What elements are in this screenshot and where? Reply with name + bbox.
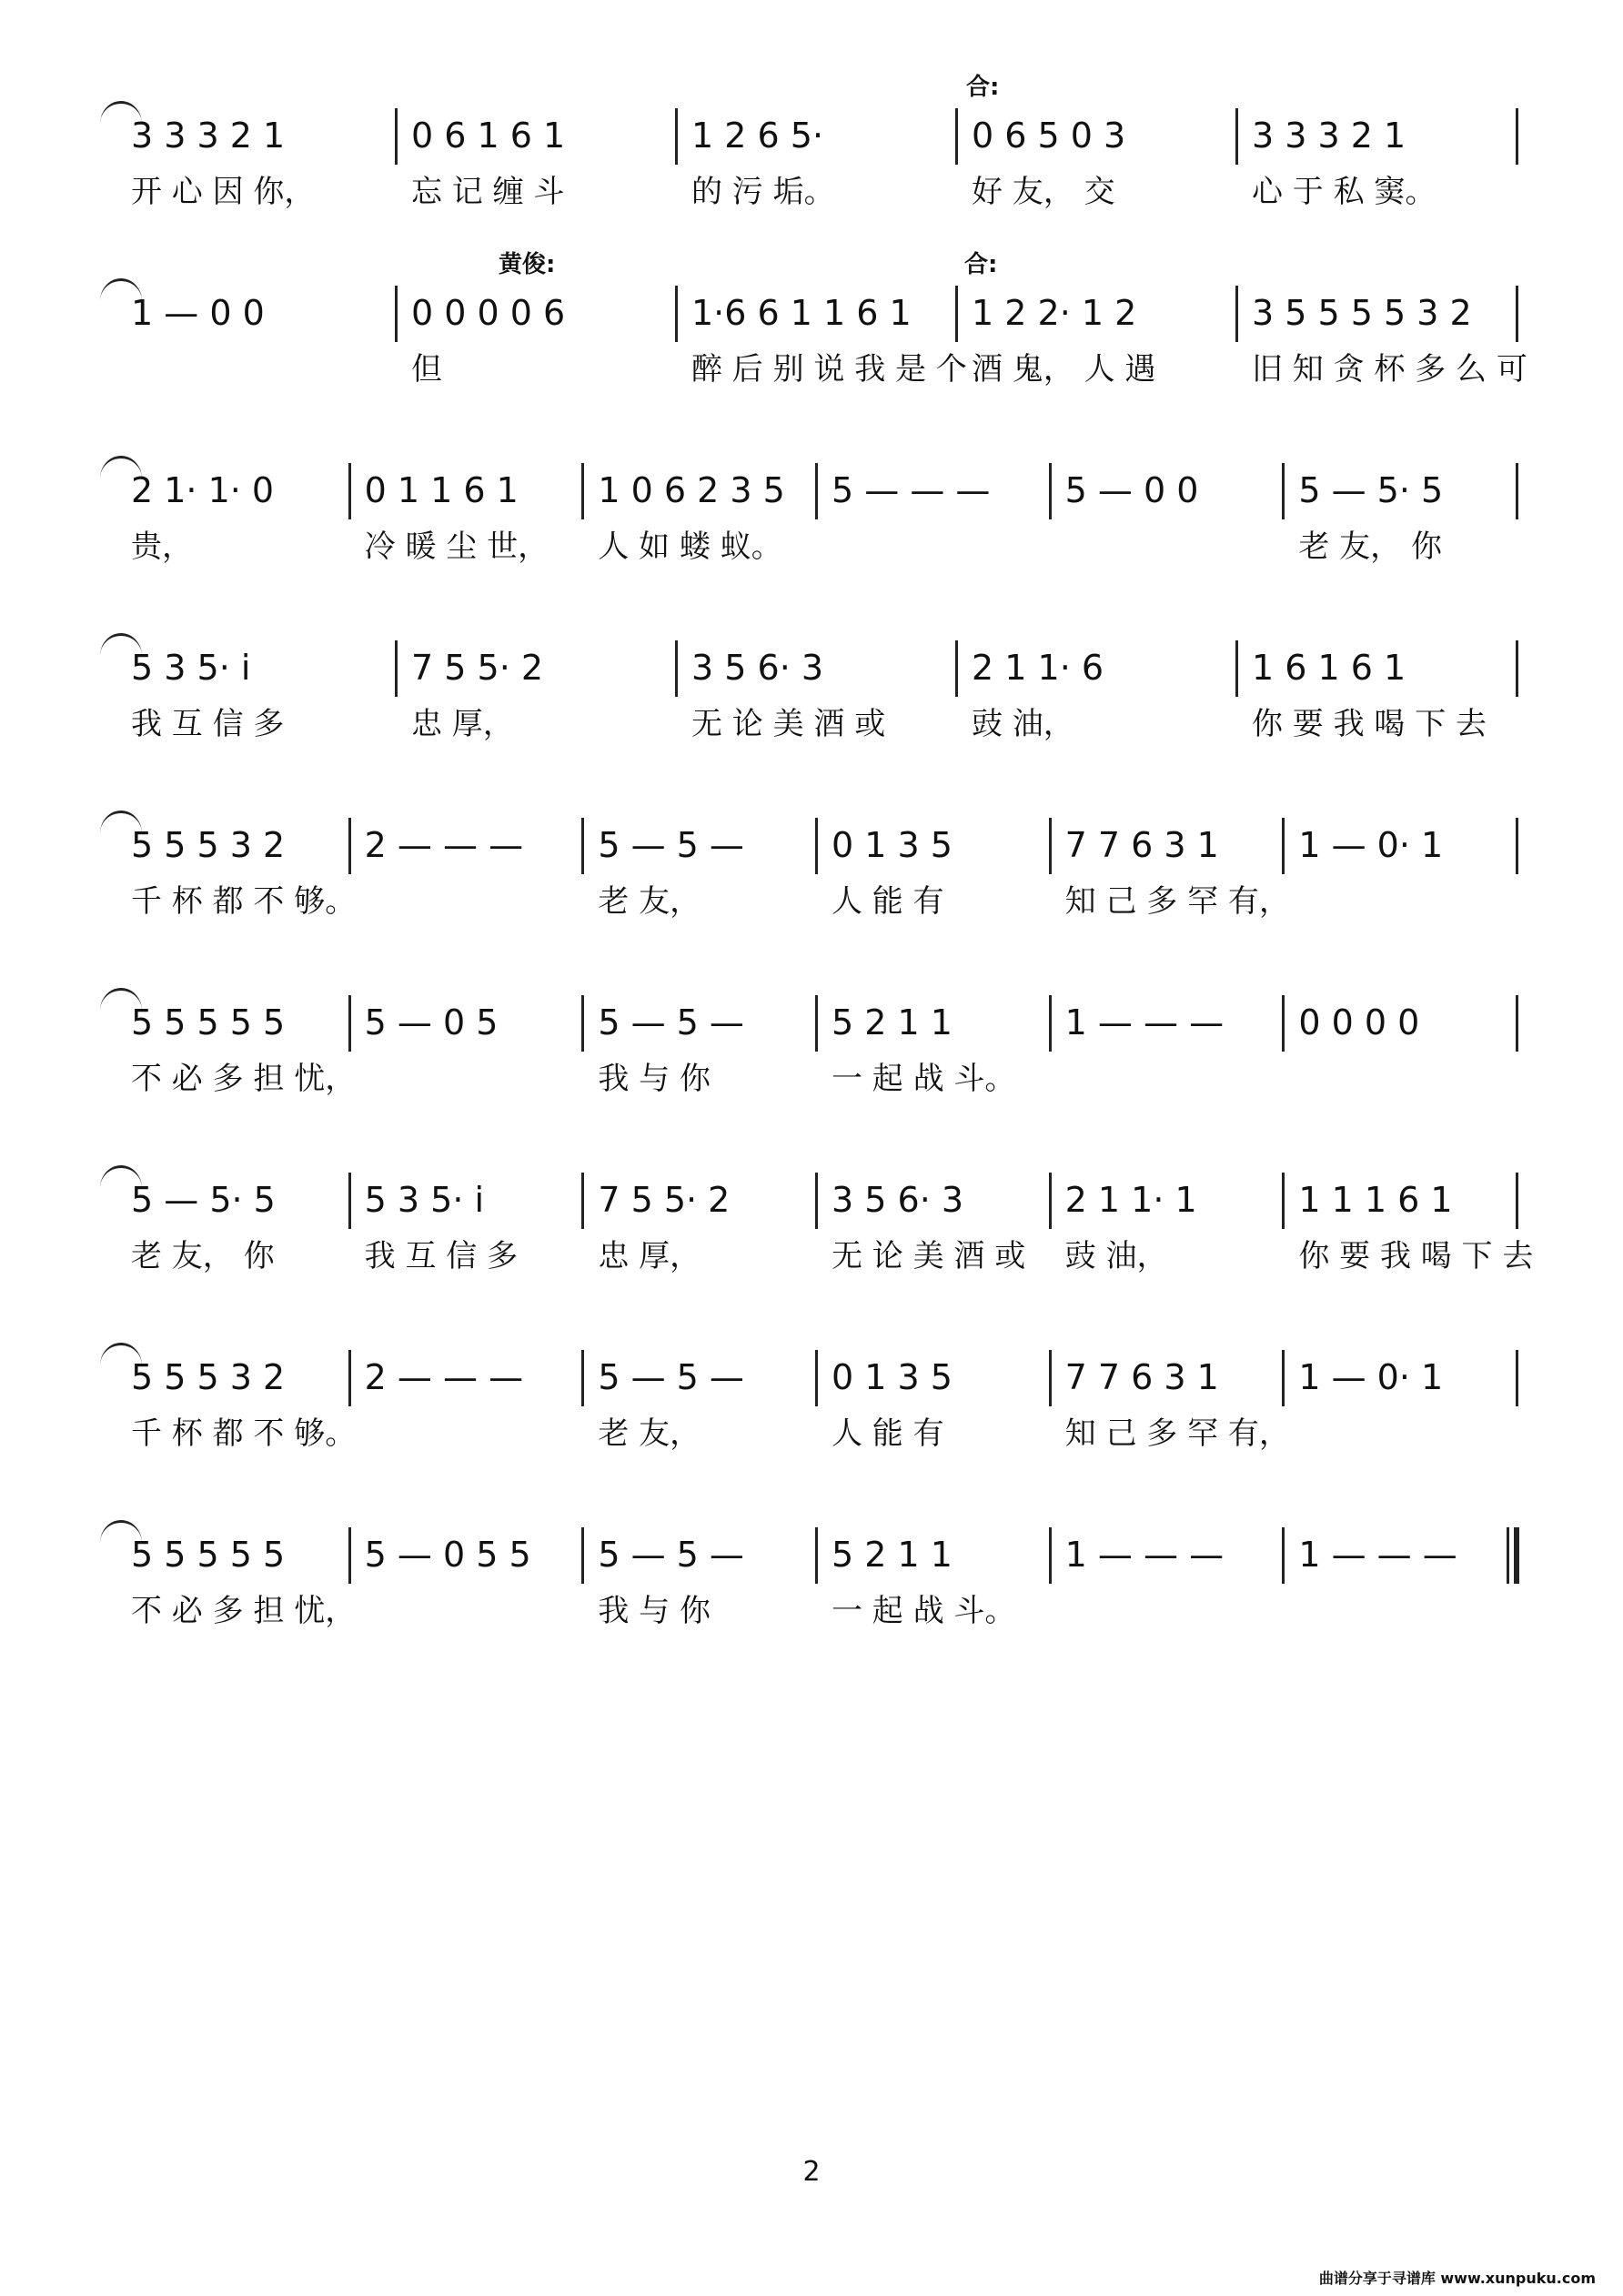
barline: [1282, 995, 1285, 1052]
measure-notes: 2 — — —: [364, 1357, 524, 1397]
barline: [815, 818, 818, 874]
barline: [395, 640, 398, 697]
barline: [1282, 463, 1285, 519]
barline: [1282, 818, 1285, 874]
notation-line: [118, 286, 1519, 340]
lyric-segment: 老 友， 你: [1298, 529, 1442, 565]
barline: [348, 463, 351, 519]
lyric-segment: 无 论 美 酒 或: [691, 706, 886, 742]
measure-notes: 5 — 5· 5: [1298, 470, 1444, 510]
barline: [581, 1527, 584, 1584]
measure-notes: 1 — — —: [1064, 1002, 1225, 1042]
measure-notes: 1 — 0· 1: [1298, 1357, 1444, 1397]
lyric-segment: 老 友，: [598, 883, 701, 920]
measure-notes: 1 — 0 0: [131, 293, 265, 333]
measure-notes: 0 0 0 0 6: [411, 293, 566, 333]
barline: [1235, 286, 1238, 342]
tie-arc: [100, 456, 142, 478]
lyrics-line: [118, 1234, 1534, 1278]
score-system: [118, 805, 1519, 942]
measure-notes: 5 5 5 5 5: [131, 1002, 286, 1042]
barline: [1516, 463, 1518, 519]
tie-arc: [100, 1520, 142, 1543]
tie-arc: [100, 1343, 142, 1365]
barline: [1516, 1350, 1518, 1406]
lyrics-line: [118, 1057, 1519, 1101]
barline: [1516, 640, 1518, 697]
barline: [581, 463, 584, 519]
measure-notes: 5 3 5· i: [131, 648, 251, 688]
barline: [1282, 1527, 1285, 1584]
measure-notes: 5 5 5 3 2: [131, 825, 286, 865]
measure-notes: 2 — — —: [364, 825, 524, 865]
measure-notes: 0 1 3 5: [832, 1357, 953, 1397]
measure-notes: 5 — 0 0: [1064, 470, 1199, 510]
measure-notes: 5 5 5 5 5: [131, 1535, 286, 1575]
measure-notes: 2 1· 1· 0: [131, 470, 275, 510]
notation-line: [118, 1173, 1519, 1227]
measure-notes: 1 — 0· 1: [1298, 825, 1444, 865]
measure-notes: 1 — — —: [1064, 1535, 1225, 1575]
barline: [1516, 818, 1518, 874]
score-system: [118, 450, 1519, 587]
barline: [1049, 463, 1052, 519]
part-label: 合:: [964, 251, 998, 278]
lyric-segment: 的 污 垢。: [691, 174, 835, 210]
lyric-segment: 你 要 我 喝 下 去: [1252, 706, 1487, 742]
measure-notes: 1·6 6 1 1 6 1: [691, 293, 912, 333]
measure-notes: 5 5 5 3 2: [131, 1357, 286, 1397]
singer-label: 黄俊:: [499, 251, 556, 278]
notation-line: [118, 995, 1519, 1050]
measure-notes: 0 1 1 6 1: [364, 470, 519, 510]
measure-notes: 1 — — —: [1298, 1535, 1457, 1575]
lyric-segment: 老 友， 你: [131, 1238, 275, 1274]
measure-notes: 2 1 1· 6: [972, 648, 1104, 688]
measure-notes: 1 6 1 6 1: [1252, 648, 1406, 688]
lyric-segment: 不 必 多 担 忧，: [131, 1061, 357, 1097]
lyric-segment: 知 己 多 罕 有，: [1064, 883, 1290, 920]
barline: [1235, 108, 1238, 165]
notation-line: [118, 1350, 1519, 1405]
measure-notes: 5 — 5 —: [598, 1535, 744, 1575]
measure-notes: 7 5 5· 2: [598, 1180, 731, 1220]
measure-notes: 0 0 0 0: [1298, 1002, 1420, 1042]
barline: [348, 818, 351, 874]
measure-notes: 1 2 2· 1 2: [972, 293, 1137, 333]
score-system: [118, 1515, 1519, 1651]
lyric-segment: 人 能 有: [832, 1415, 944, 1452]
lyrics-line: [118, 525, 1519, 569]
lyric-segment: 不 必 多 担 忧，: [131, 1593, 357, 1629]
lyric-segment: 酒 鬼， 人 遇: [972, 351, 1156, 388]
tie-arc: [100, 1165, 142, 1188]
barline: [581, 1173, 584, 1229]
footer-credit: 曲谱分享于寻谱库 www.xunpuku.com: [1318, 2270, 1596, 2287]
barline: [348, 1527, 351, 1584]
lyrics-line: [118, 1589, 1519, 1633]
measure-notes: 0 6 5 0 3: [972, 116, 1126, 156]
notation-line: [118, 108, 1519, 163]
lyric-segment: 冷 暖 尘 世，: [364, 529, 549, 565]
final-barline: [1507, 1527, 1518, 1584]
barline: [1282, 1173, 1285, 1229]
measure-notes: 7 5 5· 2: [411, 648, 544, 688]
barline: [675, 286, 678, 342]
barline: [955, 640, 958, 697]
barline: [395, 286, 398, 342]
measure-notes: 5 — 5 —: [598, 1357, 744, 1397]
barline: [1049, 1527, 1052, 1584]
measure-notes: 1 0 6 2 3 5: [598, 470, 785, 510]
measure-notes: 5 — — —: [832, 470, 991, 510]
lyric-segment: 人 能 有: [832, 883, 944, 920]
lyrics-line: [118, 702, 1519, 746]
barline: [1516, 1173, 1518, 1229]
lyrics-line: [118, 170, 1519, 214]
barline: [1516, 108, 1518, 165]
barline: [815, 995, 818, 1052]
barline: [348, 1350, 351, 1406]
barline: [815, 1350, 818, 1406]
measure-notes: 5 — 5· 5: [131, 1180, 276, 1220]
notation-line: [118, 463, 1519, 518]
lyric-segment: 一 起 战 斗。: [832, 1061, 1016, 1097]
measure-notes: 5 — 5 —: [598, 825, 744, 865]
measure-notes: 3 3 3 2 1: [131, 116, 286, 156]
tie-arc: [100, 633, 142, 656]
tie-arc: [100, 101, 142, 124]
measure-notes: 0 1 3 5: [832, 825, 953, 865]
lyric-segment: 心 于 私 窦。: [1252, 174, 1437, 210]
barline: [1049, 1350, 1052, 1406]
measure-notes: 7 7 6 3 1: [1064, 825, 1219, 865]
measure-notes: 3 5 5 5 5 3 2: [1252, 293, 1472, 333]
lyric-segment: 醉 后 别 说 我 是 个: [691, 351, 967, 388]
measure-notes: 3 5 6· 3: [832, 1180, 964, 1220]
lyric-segment: 旧 知 贪 杯 多 么 可: [1252, 351, 1527, 388]
lyric-segment: 但: [411, 351, 442, 388]
measure-notes: 5 2 1 1: [832, 1535, 953, 1575]
lyric-segment: 豉 油，: [972, 706, 1074, 742]
score-system: [118, 982, 1519, 1119]
tie-arc: [100, 278, 142, 301]
barline: [395, 108, 398, 165]
measure-notes: 5 — 5 —: [598, 1002, 744, 1042]
notation-line: [118, 1527, 1519, 1582]
measure-notes: 3 5 6· 3: [691, 648, 824, 688]
lyric-segment: 忠 厚，: [411, 706, 514, 742]
notation-line: [118, 640, 1519, 695]
lyric-segment: 我 与 你: [598, 1593, 711, 1629]
lyric-segment: 忠 厚，: [598, 1238, 701, 1274]
measure-notes: 5 — 0 5: [364, 1002, 499, 1042]
barline: [1049, 995, 1052, 1052]
barline: [581, 818, 584, 874]
barline: [815, 1527, 818, 1584]
measure-notes: 1 2 6 5·: [691, 116, 824, 156]
lyric-segment: 我 互 信 多: [364, 1238, 519, 1274]
barline: [815, 1173, 818, 1229]
lyric-segment: 知 己 多 罕 有，: [1064, 1415, 1290, 1452]
measure-notes: 5 2 1 1: [832, 1002, 953, 1042]
barline: [1516, 286, 1518, 342]
barline: [1516, 995, 1518, 1052]
notation-line: [118, 818, 1519, 872]
barline: [581, 1350, 584, 1406]
page-number: 2: [802, 2156, 821, 2188]
barline: [675, 640, 678, 697]
score-system: [118, 1337, 1519, 1474]
lyric-segment: 人 如 蝼 蚁。: [598, 529, 782, 565]
lyric-segment: 我 与 你: [598, 1061, 711, 1097]
barline: [1049, 818, 1052, 874]
lyric-segment: 一 起 战 斗。: [832, 1593, 1016, 1629]
lyric-segment: 豉 油，: [1064, 1238, 1168, 1274]
lyric-segment: 老 友，: [598, 1415, 701, 1452]
measure-notes: 5 3 5· i: [364, 1180, 485, 1220]
score-system: [118, 1160, 1534, 1296]
measure-notes: 3 3 3 2 1: [1252, 116, 1406, 156]
measure-notes: 2 1 1· 1: [1064, 1180, 1197, 1220]
lyric-segment: 无 论 美 酒 或: [832, 1238, 1026, 1274]
score-system: [118, 251, 1527, 409]
measure-notes: 5 — 0 5 5: [364, 1535, 531, 1575]
lyric-segment: 贵，: [131, 529, 193, 565]
barline: [348, 1173, 351, 1229]
measure-notes: 1 1 1 6 1: [1298, 1180, 1453, 1220]
tie-arc: [100, 811, 142, 833]
barline: [675, 108, 678, 165]
barline: [581, 995, 584, 1052]
lyric-segment: 忘 记 缠 斗: [411, 174, 565, 210]
barline: [1235, 640, 1238, 697]
barline: [955, 108, 958, 165]
lyric-segment: 你 要 我 喝 下 去: [1298, 1238, 1534, 1274]
part-label: 合:: [966, 74, 1000, 101]
score-system: [118, 74, 1519, 232]
barline: [955, 286, 958, 342]
barline: [1049, 1173, 1052, 1229]
lyric-segment: 我 互 信 多: [131, 706, 285, 742]
lyric-segment: 千 杯 都 不 够。: [131, 1415, 357, 1452]
lyric-segment: 好 友， 交: [972, 174, 1115, 210]
tie-arc: [100, 988, 142, 1011]
lyrics-line: [118, 1412, 1519, 1455]
measure-notes: 7 7 6 3 1: [1064, 1357, 1219, 1397]
score-system: [118, 628, 1519, 764]
barline: [348, 995, 351, 1052]
lyric-segment: 开 心 因 你，: [131, 174, 316, 210]
barline: [1282, 1350, 1285, 1406]
measure-notes: 0 6 1 6 1: [411, 116, 566, 156]
lyrics-line: [118, 880, 1519, 923]
lyrics-line: [118, 347, 1527, 391]
lyric-segment: 千 杯 都 不 够。: [131, 883, 357, 920]
barline: [815, 463, 818, 519]
